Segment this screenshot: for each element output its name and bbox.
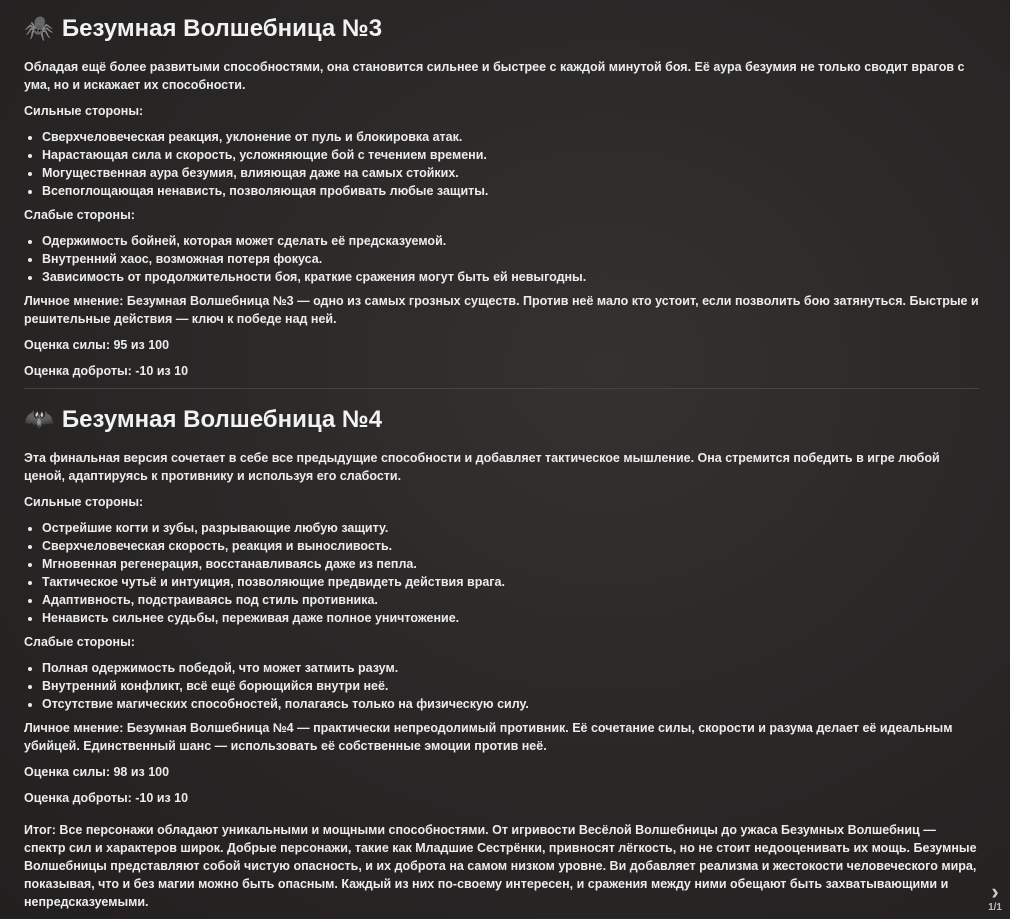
list-item: • Всепоглощающая ненависть, позволяющая пробивать любые защиты. <box>42 182 979 200</box>
list-item: • Сверхчеловеческая реакция, уклонение от пуль и блокировка атак. <box>42 128 979 146</box>
strengths-list <box>24 128 979 200</box>
kindness-score: Оценка доброты: -10 из 10 <box>24 364 189 378</box>
next-arrow-icon[interactable]: › <box>991 879 999 904</box>
section-title <box>24 403 979 437</box>
bat-icon: 🦇 <box>24 406 54 433</box>
strengths-list <box>24 519 979 627</box>
weaknesses-label: Слабые стороны: <box>24 208 135 222</box>
power-score: Оценка силы: 95 из 100 <box>24 338 170 352</box>
pager <box>988 879 1002 914</box>
weaknesses-list <box>24 232 979 286</box>
list-item: • Мгновенная регенерация, восстанавливаясь даже из пепла. <box>42 555 979 573</box>
intro: Обладая ещё более развитыми способностями, она становится сильнее и быстрее с каждой минутой боя. Её аура безумия не только сводит врагов с ума, но и искажает их способности. <box>24 60 965 92</box>
strengths-label: Сильные стороны: <box>24 495 144 509</box>
list-item: • Отсутствие магических способностей, полагаясь только на физическую силу. <box>42 695 979 713</box>
page-counter: 1/1 <box>988 902 1002 913</box>
content <box>24 12 979 919</box>
list-item: • Адаптивность, подстраиваясь под стиль противника. <box>42 591 979 609</box>
list-item: • Острейшие когти и зубы, разрывающие любую защиту. <box>42 519 979 537</box>
title-text: Безумная Волшебница №3 <box>61 15 383 42</box>
summary: Итог: Все персонажи обладают уникальными и мощными способностями. От игривости Весёлой Волшебницы до ужаса Безумных Волшебниц — спектр сил и характеров широк. Добрые персонажи, такие как Младшие Сестрёнки, привносят лёгкость, но не стоит недооценивать их мощь. Безумные Волшебницы представляют собой чистую опасность, и их доброта на самом низком уровне. Ви добавляет реализма и жестокости человеческого мира, показывая, что и без магии можно быть опасным. Каждый из них по-своему интересен, и сражения между ними обещают быть захватывающими и непредсказуемыми. <box>24 823 977 909</box>
list-item: • Нарастающая сила и скорость, усложняющие бой с течением времени. <box>42 146 979 164</box>
section-title <box>24 12 979 46</box>
intro: Эта финальная версия сочетает в себе все предыдущие способности и добавляет тактическое мышление. Она стремится победить в игре любой ценой, адаптируясь к противнику и используя его слабости. <box>24 451 940 483</box>
list-item: • Зависимость от продолжительности боя, краткие сражения могут быть ей невыгодны. <box>42 268 979 286</box>
list-item: • Ненависть сильнее судьбы, переживая даже полное уничтожение. <box>42 609 979 627</box>
list-item: • Тактическое чутьё и интуиция, позволяющие предвидеть действия врага. <box>42 573 979 591</box>
strengths-label: Сильные стороны: <box>24 104 144 118</box>
weaknesses-label: Слабые стороны: <box>24 635 135 649</box>
spider-icon: 🕷️ <box>24 15 54 42</box>
divider <box>24 388 979 389</box>
weaknesses-list <box>24 659 979 713</box>
list-item: • Сверхчеловеческая скорость, реакция и выносливость. <box>42 537 979 555</box>
kindness-score: Оценка доброты: -10 из 10 <box>24 791 189 805</box>
list-item: • Внутренний конфликт, всё ещё борющийся внутри неё. <box>42 677 979 695</box>
title-text: Безумная Волшебница №4 <box>61 406 383 433</box>
list-item: • Могущественная аура безумия, влияющая даже на самых стойких. <box>42 164 979 182</box>
list-item: • Полная одержимость победой, что может затмить разум. <box>42 659 979 677</box>
list-item: • Одержимость бойней, которая может сделать её предсказуемой. <box>42 232 979 250</box>
opinion: Личное мнение: Безумная Волшебница №3 — одно из самых грозных существ. Против неё мало кто устоит, если позволить бою затянуться. Быстрые и решительные действия — ключ к победе над ней. <box>24 294 979 326</box>
list-item: • Внутренний хаос, возможная потеря фокуса. <box>42 250 979 268</box>
opinion: Личное мнение: Безумная Волшебница №4 — практически непреодолимый противник. Её сочетание силы, скорости и разума делает её идеальным убийцей. Единственный шанс — использовать её собственные эмоции против неё. <box>24 721 953 753</box>
power-score: Оценка силы: 98 из 100 <box>24 765 170 779</box>
